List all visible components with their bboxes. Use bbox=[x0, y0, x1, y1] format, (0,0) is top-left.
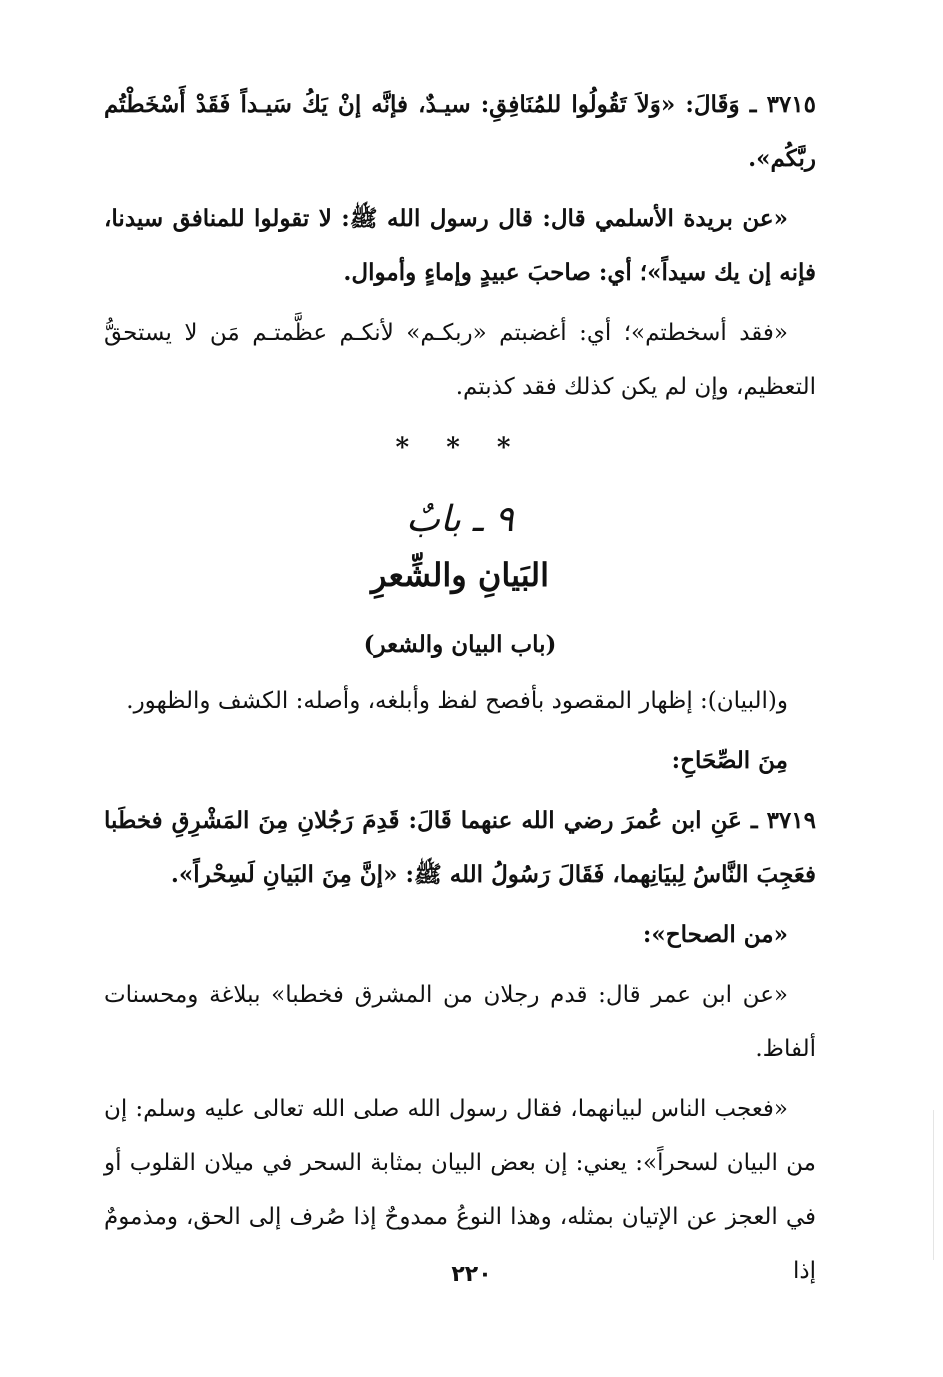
section-heading: مِنَ الصِّحَاحِ: bbox=[671, 747, 788, 774]
page-number: ٢٢٠ bbox=[451, 1262, 492, 1287]
chapter-number: ٩ ـ بابٌ bbox=[406, 499, 514, 540]
section-separator: * * * bbox=[395, 433, 525, 463]
chapter-title: البَيانِ والشِّعرِ bbox=[370, 556, 550, 594]
hadith-3719: ٣٧١٩ ـ عَنِ ابن عُمرَ رضي الله عنهما قَالَ: قَدِمَ رَجُلانِ مِنَ المَشْرِقِ فخطَبا فعَجِبَ النَّاسُ لِبيَانِهما، فَقَالَ رَسُولُ الله ﷺ: «إنَّ مِنَ البَيانِ لَسِحْراً». bbox=[104, 807, 816, 888]
commentary-paragraph: «فقد أسخطتم»؛ أي: أغضبتم «ربكـم» لأنكـم عظَّمتـم مَن لا يستحقُّ التعظيم، وإن لم يكن كذلك فقد كذبتم. bbox=[104, 320, 816, 400]
commentary-paragraph: «فعجب الناس لبيانهما، فقال رسول الله صلى الله تعالى عليه وسلم: إن من البيان لسحراً»: يعني: إن بعض البيان بمثابة السحر في ميلان القلوب أو في العجز عن الإتيان بمثله، وهذا النوعُ ممدوحٌ إذا صُرف إلى الحق، ومذمومٌ إذا bbox=[104, 1096, 816, 1284]
page-edge-line bbox=[933, 1110, 934, 1260]
hadith-3715: ٣٧١٥ ـ وَقَالَ: «وَلاَ تَقُولُوا للمُنَافِقِ: سيـدٌ، فإنَّه إنْ يَكُ سَيـداً فَقَدْ أَسْخَطْتُم ربَّكُم». bbox=[104, 91, 816, 172]
chapter-subtitle: (باب البيان والشعر) bbox=[363, 631, 557, 658]
commentary-paragraph: «عن ابن عمر قال: قدم رجلان من المشرق فخطبا» ببلاغة ومحسنات ألفاظ. bbox=[104, 982, 816, 1062]
commentary-paragraph: «عن بريدة الأسلمي قال: قال رسول الله ﷺ: لا تقولوا للمنافق سيدنا، فإنه إن يك سيداً»؛ أي: صاحبَ عبيدٍ وإماءٍ وأموال. bbox=[104, 205, 816, 286]
commentary-heading: «من الصحاح»: bbox=[642, 921, 788, 948]
page-body bbox=[104, 78, 816, 1304]
definition-paragraph: و(البيان): إظهار المقصود بأفصح لفظ وأبلغه، وأصله: الكشف والظهور. bbox=[126, 688, 788, 714]
